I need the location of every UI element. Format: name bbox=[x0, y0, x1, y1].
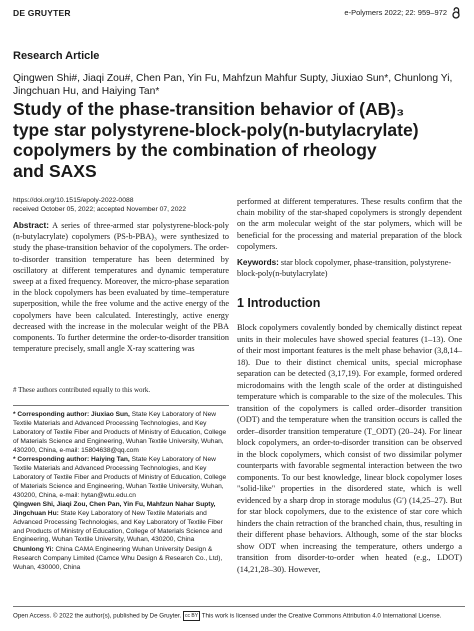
correspondence-block bbox=[13, 411, 229, 573]
title-line: Study of the phase-transition behavior of (AB)₃ bbox=[13, 99, 405, 119]
title-line: type star polystyrene-block-poly(n-butylacrylate) bbox=[13, 119, 419, 140]
doi-link[interactable]: https://doi.org/10.1515/epoly-2022-0088 bbox=[13, 197, 134, 204]
introduction-paragraph: Block copolymers covalently bonded by chemically distinct repeat units in their molecules have showed special features (1–13). One of their most important features is the melt phase behavior (3,8,14–18). Due to their distinct chemical units, special microphase separation can be detected (3,17,19). For example, formed ordered microdomains with the length scale of the order at distinguished temperature which is comparable to the size of the molecules. This transition of the copolymers is called order–disorder transition (ODT) and the temperature when the transition occurs is called the order–disorder transition temperature (T_ODT) (20–24). For linear block copolymers, an order-to-disorder transition can be observed in the block copolymers, which consist of two dissimilar polymer counterparts with favorable segmental interaction between the two components. To our best knowledge, linear block copolymer loses "solid-like" properties in the disordered state, which is well evidenced by a sharp drop in storage modulus (G′) (14,25–27). But for star block copolymers, due to the existence of star core which hinders the chain retraction of the branched chain, thus, resulting in their different phase behaviors. Although, some of the star blocks show ODT when increasing the temperature, others undergo a transition from disorder-to-order when heated (e.g., LDOT) (14,21,28–30). However, bbox=[237, 323, 462, 574]
article-type: Research Article bbox=[13, 50, 100, 62]
abstract bbox=[13, 220, 229, 354]
abstract-text: A series of three-armed star polystyrene-block-poly (n-butylacrylate) copolymers (PS-b-PBA)₃ were synthesized to study the phase-transition behavior of the copolymers. The order-to-disorder transition temperature has been determined by oscillatory at different temperatures and dynamic temperature sweep at a fixed frequency. Moreover, the micro-phase separation in the block copolymers has been evaluated by time–temperature superposition, while the free volume and the active energy of the copolymers have been calculated. Interestingly, active energy decreased with the increase in the molecular weight of the PBA components. To further determine the order-to-disorder transition temperature precisely, small angle X-ray scattering was bbox=[13, 221, 229, 354]
correspondence-entry: * Corresponding author: Haiying Tan, State Key Laboratory of New Textile Materials and Advanced Processing Technologies, and Key Laboratory of Textile Fiber and Products of Ministry of Education, College of Materials Science and Engineering, Wuhan Textile University, Wuhan, 430200, China, e-mail: hytan@wtu.edu.cn bbox=[13, 455, 227, 499]
journal-citation: e-Polymers 2022; 22: 959–972 bbox=[344, 8, 447, 17]
cc-by-badge[interactable]: cc BY bbox=[185, 613, 199, 619]
keywords-label: Keywords: bbox=[237, 258, 279, 268]
left-column bbox=[13, 196, 229, 354]
open-access-icon bbox=[451, 7, 461, 19]
section-heading: 1 Introduction bbox=[237, 296, 321, 310]
affiliation-entry: Chunlong Yi: China CAMA Engineering Wuhan University Design & Research Company Limited (Camce Whu Design & Research Co., Ltd), Wuhan, 430000, China bbox=[13, 545, 223, 571]
open-access-notice: Open Access. © 2022 the author(s), published by De Gruyter. bbox=[13, 612, 182, 620]
abstract-continued: performed at different temperatures. These results confirm that the chain mobility of the star-shaped copolymers is strongly dependent on the arm molecular weight of the star polymers, which will be beneficial for the processing and material preparation of the block copolymers. bbox=[237, 197, 462, 251]
publisher-name: DE GRUYTER bbox=[13, 8, 71, 18]
article-meta bbox=[13, 196, 229, 214]
footer-divider bbox=[13, 606, 465, 607]
correspondence-entry: * Corresponding author: Jiuxiao Sun, State Key Laboratory of New Textile Materials and Advanced Processing Technologies, and Key Laboratory of Textile Fiber and Products of Ministry of Education, College of Materials Science and Engineering, Wuhan Textile University, Wuhan, 430200, China, e-mail: 15804638@qq.com bbox=[13, 411, 227, 454]
license-footer bbox=[13, 611, 465, 621]
keywords-text: star block copolymer, phase-transition, polystyrene-block-poly(n-butylacrylate) bbox=[237, 258, 452, 279]
keywords bbox=[237, 257, 462, 279]
equal-contribution-note: # These authors contributed equally to this work. bbox=[13, 386, 151, 394]
received-accepted-dates: received October 05, 2022; accepted November 07, 2022 bbox=[13, 206, 187, 213]
license-text: This work is licensed under the Creative Commons Attribution 4.0 International License. bbox=[201, 612, 442, 620]
running-header bbox=[13, 8, 461, 20]
article-title bbox=[13, 99, 465, 181]
affiliation-entry: Qingwen Shi, Jiaqi Zou, Chen Pan, Yin Fu, Mahfzun Nahar Supty, Jingchuan Hu: State Key Laboratory of New Textile Materials and Advanced Processing Technologies, and Key Laboratory of Textile Fiber and Products of Ministry of Education, College of Materials Science and Engineering, Wuhan Textile University, Wuhan, 430200, China bbox=[13, 500, 223, 544]
abstract-label: Abstract: bbox=[13, 221, 49, 230]
title-line: copolymers by the combination of rheology bbox=[13, 140, 377, 160]
footnote-divider bbox=[13, 405, 229, 406]
right-column bbox=[237, 196, 462, 279]
author-list: Qingwen Shi#, Jiaqi Zou#, Chen Pan, Yin Fu, Mahfzun Mahfur Supty, Jiuxiao Sun*, Chunlong Yi, Jingchuan Hu, and Haiying Tan* bbox=[13, 73, 453, 97]
title-line: and SAXS bbox=[13, 160, 97, 181]
